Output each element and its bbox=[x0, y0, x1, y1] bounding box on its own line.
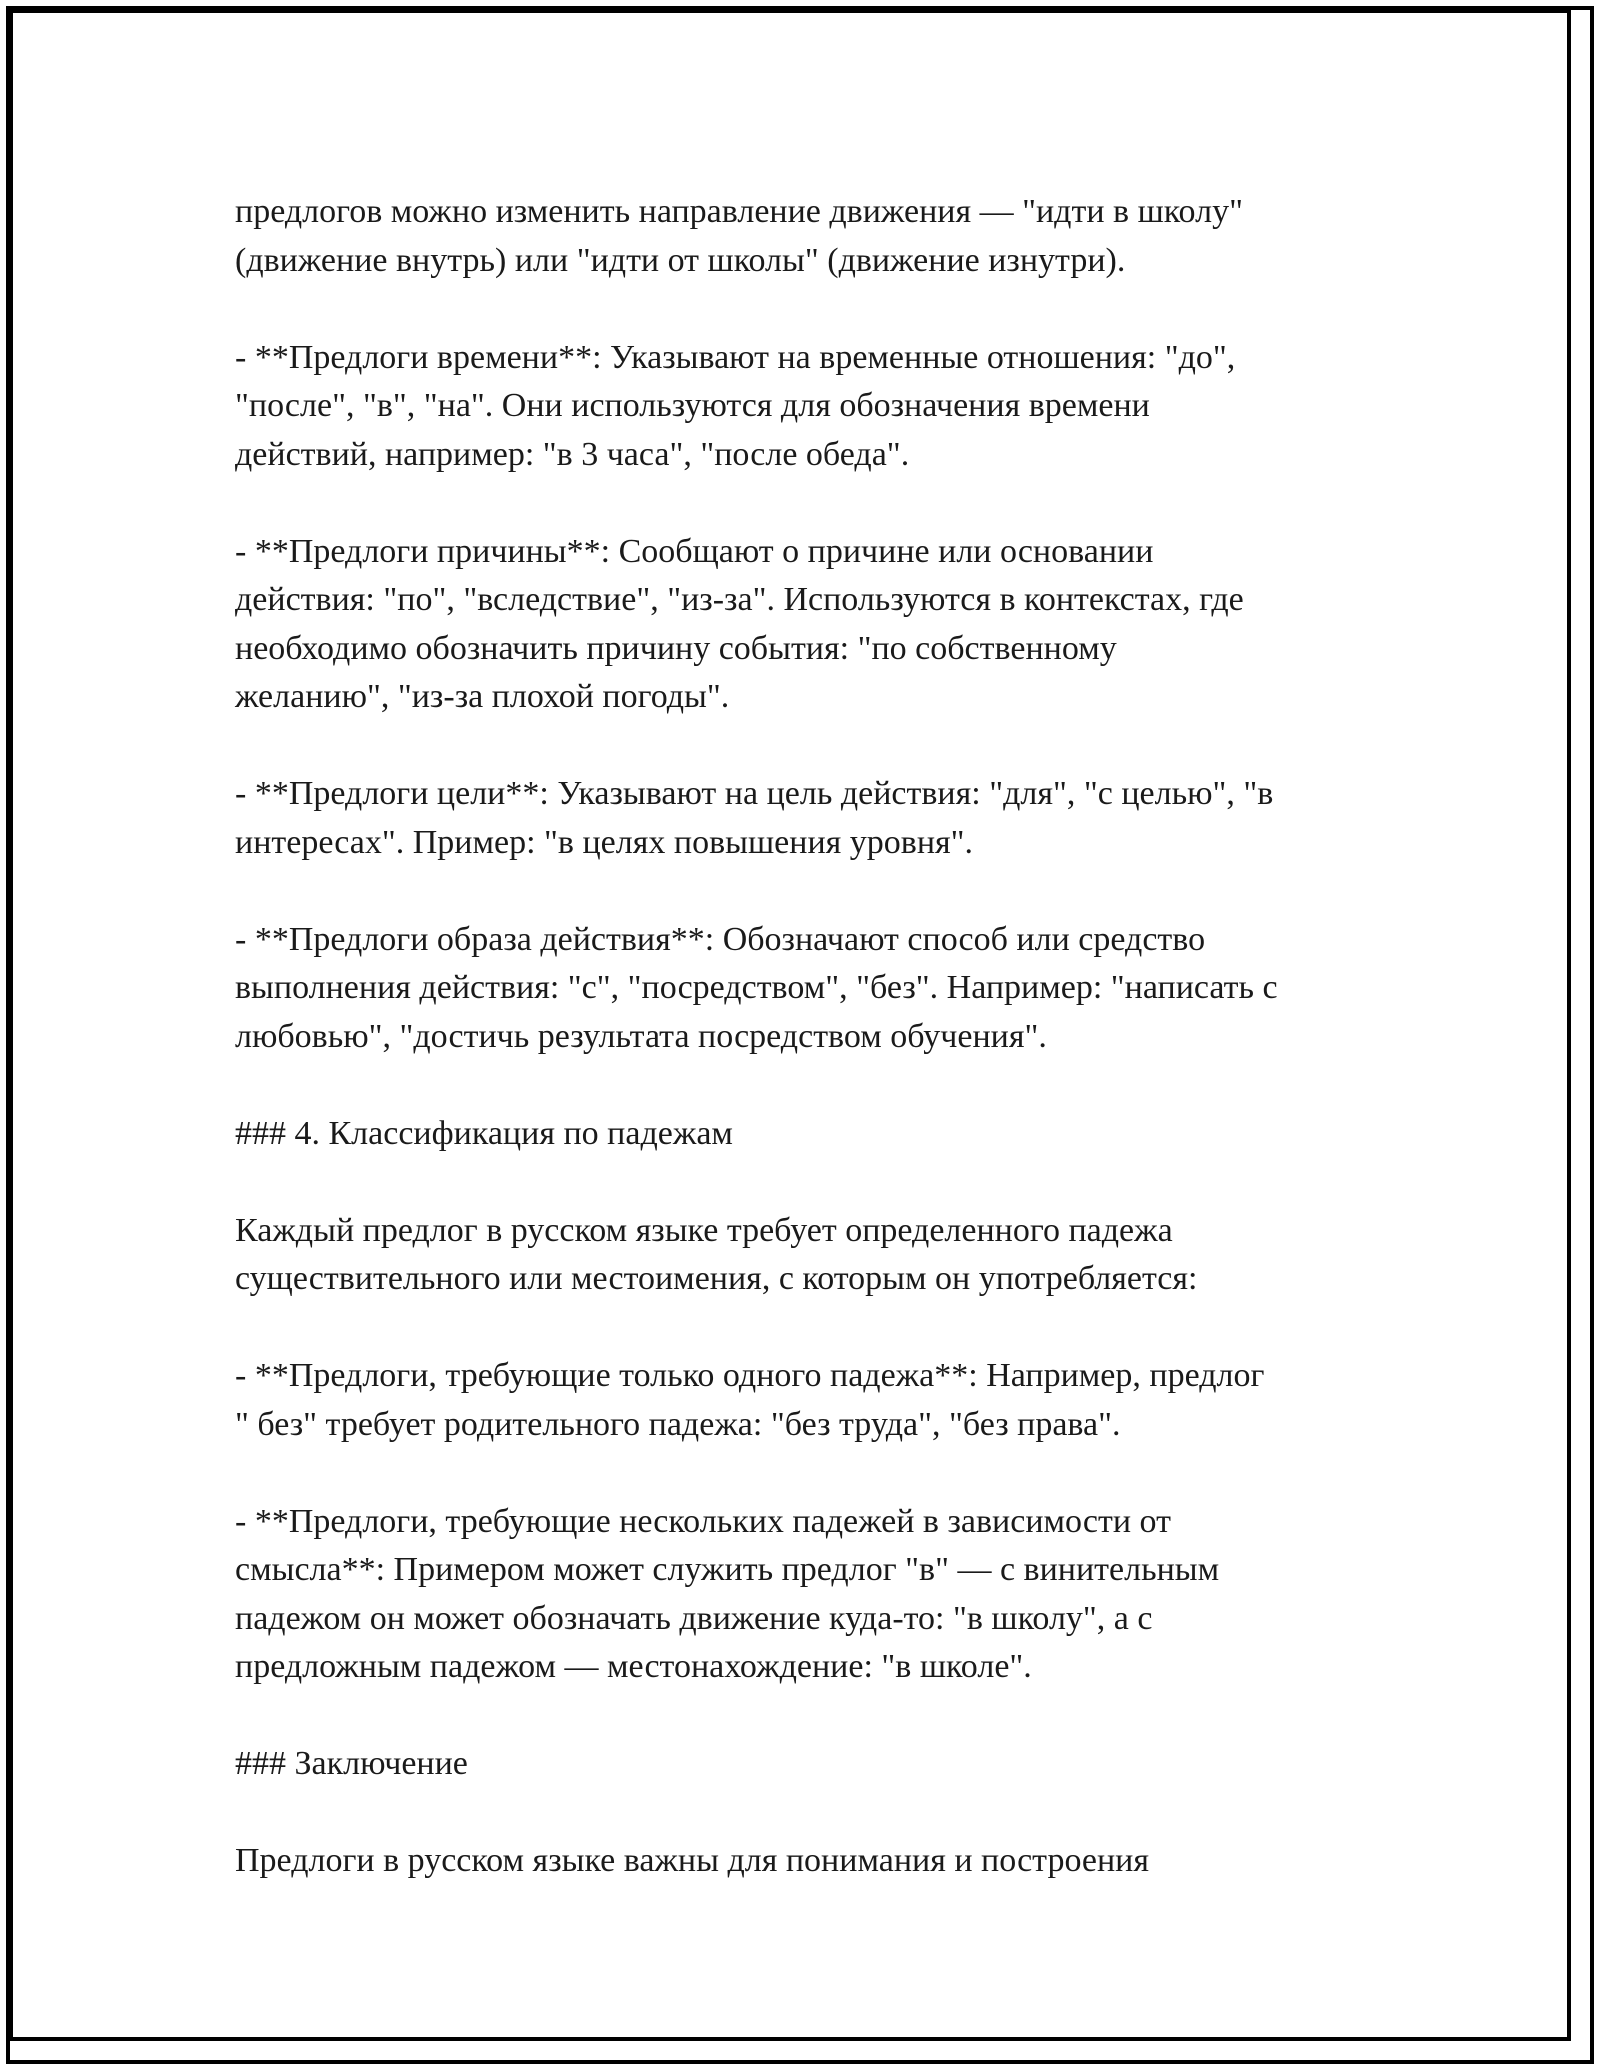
text-line: - **Предлоги времени**: Указывают на временные отношения: "до", bbox=[235, 338, 1236, 376]
text-line: существительного или местоимения, с которым он употребляется: bbox=[235, 1260, 1198, 1297]
paragraph-direction-continuation bbox=[235, 188, 1375, 285]
text-line: ### Заключение bbox=[235, 1745, 468, 1782]
text-line: - **Предлоги образа действия**: Обозначают способ или средство bbox=[235, 920, 1206, 958]
text-line: ### 4. Классификация по падежам bbox=[235, 1114, 733, 1152]
paragraph-multiple-cases bbox=[235, 1498, 1375, 1692]
text-line: желанию", "из-за плохой погоды". bbox=[235, 678, 730, 715]
text-line: падежом он может обозначать движение куда-то: "в школу", а с bbox=[235, 1599, 1153, 1637]
paragraph-single-case bbox=[235, 1352, 1375, 1449]
text-line: - **Предлоги цели**: Указывают на цель действия: "для", "с целью", "в bbox=[235, 775, 1274, 812]
paragraph-conclusion bbox=[235, 1837, 1375, 1886]
paragraph-cause-prepositions bbox=[235, 528, 1375, 722]
text-line: интересах". Пример: "в целях повышения уровня". bbox=[235, 823, 974, 861]
text-line: любовью", "достичь результата посредством обучения". bbox=[235, 1017, 1047, 1055]
text-line: - **Предлоги, требующие нескольких падежей в зависимости от bbox=[235, 1502, 1171, 1540]
paragraph-case-intro bbox=[235, 1207, 1375, 1304]
paragraph-manner-prepositions bbox=[235, 916, 1375, 1062]
text-line: "после", "в", "на". Они используются для обозначения времени bbox=[235, 387, 1150, 424]
text-line: предложным падежом — местонахождение: "в школе". bbox=[235, 1648, 1032, 1685]
heading-conclusion bbox=[235, 1740, 1375, 1789]
text-line: действий, например: "в 3 часа", "после обеда". bbox=[235, 435, 910, 473]
text-line: необходимо обозначить причину события: "по собственному bbox=[235, 629, 1117, 667]
document-body bbox=[235, 188, 1375, 1886]
text-line: предлогов можно изменить направление движения — "идти в школу" bbox=[235, 193, 1243, 230]
paragraph-purpose-prepositions bbox=[235, 770, 1375, 867]
heading-case-classification bbox=[235, 1110, 1375, 1159]
text-line: Каждый предлог в русском языке требует определенного падежа bbox=[235, 1211, 1173, 1249]
text-line: - **Предлоги, требующие только одного падежа**: Например, предлог bbox=[235, 1357, 1265, 1394]
text-line: действия: "по", "вследствие", "из-за". Используются в контекстах, где bbox=[235, 581, 1244, 618]
text-line: (движение внутрь) или "идти от школы" (движение изнутри). bbox=[235, 241, 1126, 279]
text-line: - **Предлоги причины**: Сообщают о причине или основании bbox=[235, 532, 1154, 570]
text-line: " без" требует родительного падежа: "без труда", "без права". bbox=[235, 1405, 1121, 1443]
text-line: смысла**: Примером может служить предлог "в" — с винительным bbox=[235, 1551, 1220, 1588]
paragraph-time-prepositions bbox=[235, 334, 1375, 480]
text-line: Предлоги в русском языке важны для понимания и построения bbox=[235, 1842, 1149, 1879]
text-line: выполнения действия: "с", "посредством", "без". Например: "написать с bbox=[235, 969, 1278, 1006]
